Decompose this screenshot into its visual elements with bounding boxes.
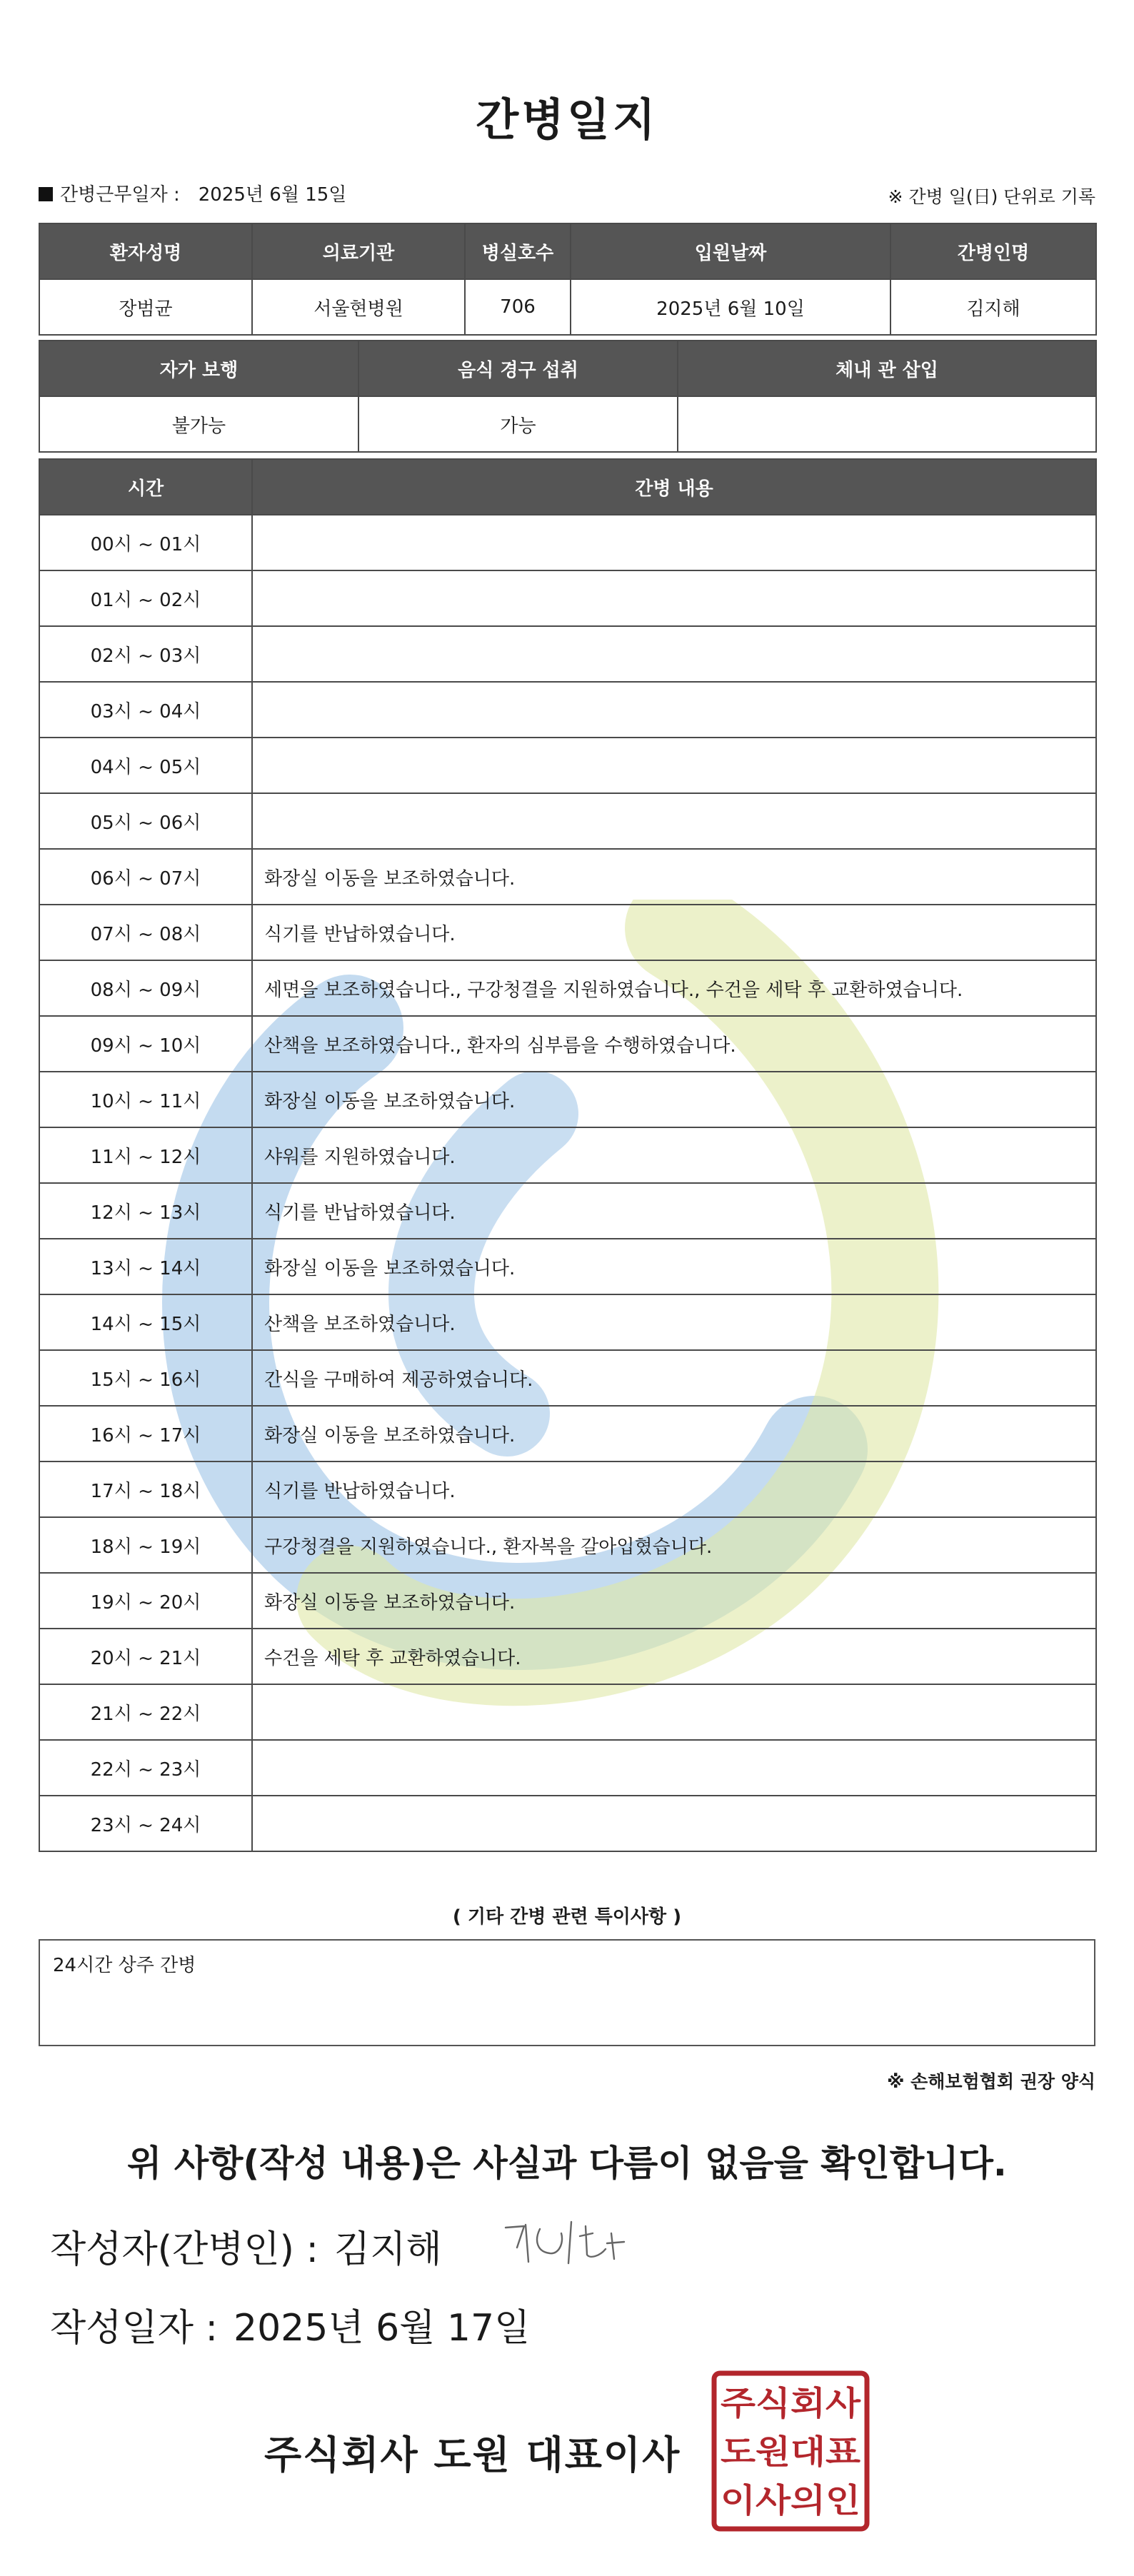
- time-slot: 12시 ~ 13시: [39, 1183, 252, 1239]
- care-content: 식기를 반납하였습니다.: [252, 1461, 1096, 1517]
- table-row: [39, 1517, 1096, 1573]
- page-title: 간병일지: [476, 94, 658, 146]
- square-bullet-icon: [39, 187, 53, 201]
- extra-notes-box: [39, 1939, 1095, 2046]
- value-room: 706: [465, 279, 571, 335]
- time-slot: 21시 ~ 22시: [39, 1684, 252, 1740]
- handwritten-signature-icon: [493, 2212, 636, 2276]
- header-caregiver: 간병인명: [890, 223, 1096, 279]
- company-seal-icon: [710, 2369, 871, 2533]
- value-self-walk: 불가능: [39, 396, 358, 452]
- writer-label: 작성자(간병인) :: [50, 2228, 319, 2271]
- time-slot: 10시 ~ 11시: [39, 1072, 252, 1127]
- work-date-value: 2025년 6월 15일: [198, 184, 347, 206]
- seal-text-line: 주식회사: [721, 2384, 861, 2422]
- care-content: [252, 626, 1096, 682]
- value-admission: 2025년 6월 10일: [571, 279, 890, 335]
- care-content: [252, 515, 1096, 570]
- time-slot: 11시 ~ 12시: [39, 1127, 252, 1183]
- table-row: [39, 1016, 1096, 1072]
- table-row: [39, 1294, 1096, 1350]
- table-row: [39, 570, 1096, 626]
- header-self-walk: 자가 보행: [39, 341, 358, 396]
- table-row: [39, 793, 1096, 849]
- time-slot: 20시 ~ 21시: [39, 1629, 252, 1684]
- time-slot: 02시 ~ 03시: [39, 626, 252, 682]
- header-time: 시간: [39, 459, 252, 515]
- table-row: [39, 682, 1096, 738]
- time-slot: 03시 ~ 04시: [39, 682, 252, 738]
- care-content: [252, 1684, 1096, 1740]
- table-row: [39, 1127, 1096, 1183]
- time-slot: 08시 ~ 09시: [39, 960, 252, 1016]
- confirmation-statement: 위 사항(작성 내용)은 사실과 다름이 없음을 확인합니다.: [127, 2143, 1007, 2184]
- value-oral-intake: 가능: [358, 396, 678, 452]
- time-slot: 05시 ~ 06시: [39, 793, 252, 849]
- table-row: [39, 960, 1096, 1016]
- table-row: [39, 1573, 1096, 1629]
- care-log-body: [39, 515, 1096, 1851]
- care-log-table: [39, 458, 1097, 1852]
- table-row: [39, 1072, 1096, 1127]
- table-row: [39, 515, 1096, 570]
- time-slot: 01시 ~ 02시: [39, 570, 252, 626]
- extra-notes-content: 24시간 상주 간병: [53, 1955, 196, 1976]
- header-oral-intake: 음식 경구 섭취: [358, 341, 678, 396]
- care-content: 화장실 이동을 보조하였습니다.: [252, 1239, 1096, 1294]
- table-row: [39, 1183, 1096, 1239]
- writer-name: 김지해: [334, 2228, 442, 2271]
- form-source-note: ※ 손해보험협회 권장 양식: [887, 2071, 1095, 2092]
- work-date-line: [39, 180, 346, 206]
- time-slot: 17시 ~ 18시: [39, 1461, 252, 1517]
- table-row: [39, 1684, 1096, 1740]
- table-row: [39, 1740, 1096, 1796]
- time-slot: 15시 ~ 16시: [39, 1350, 252, 1406]
- table-row: [39, 1796, 1096, 1851]
- care-content: 산책을 보조하였습니다.: [252, 1294, 1096, 1350]
- table-row: [39, 626, 1096, 682]
- table-row: [39, 1350, 1096, 1406]
- time-slot: 00시 ~ 01시: [39, 515, 252, 570]
- time-slot: 16시 ~ 17시: [39, 1406, 252, 1461]
- care-content: [252, 793, 1096, 849]
- value-tube: [678, 396, 1096, 452]
- time-slot: 18시 ~ 19시: [39, 1517, 252, 1573]
- time-slot: 06시 ~ 07시: [39, 849, 252, 905]
- value-hospital: 서울현병원: [252, 279, 465, 335]
- header-admission: 입원날짜: [571, 223, 890, 279]
- header-patient: 환자성명: [39, 223, 252, 279]
- care-content: [252, 738, 1096, 793]
- table-row: [39, 849, 1096, 905]
- patient-info-table: [39, 223, 1097, 336]
- writer-line: [50, 2219, 442, 2273]
- write-date-label: 작성일자 :: [50, 2307, 218, 2350]
- care-content: 화장실 이동을 보조하였습니다.: [252, 1072, 1096, 1127]
- care-content: 간식을 구매하여 제공하였습니다.: [252, 1350, 1096, 1406]
- care-content: 화장실 이동을 보조하였습니다.: [252, 1573, 1096, 1629]
- care-content: 구강청결을 지원하였습니다., 환자복을 갈아입혔습니다.: [252, 1517, 1096, 1573]
- write-date-value: 2025년 6월 17일: [233, 2307, 531, 2350]
- table-row: [39, 1461, 1096, 1517]
- care-content: 산책을 보조하였습니다., 환자의 심부름을 수행하였습니다.: [252, 1016, 1096, 1072]
- header-hospital: 의료기관: [252, 223, 465, 279]
- time-slot: 13시 ~ 14시: [39, 1239, 252, 1294]
- care-content: 식기를 반납하였습니다.: [252, 905, 1096, 960]
- write-date-line: [50, 2298, 530, 2351]
- time-slot: 22시 ~ 23시: [39, 1740, 252, 1796]
- time-slot: 07시 ~ 08시: [39, 905, 252, 960]
- extra-notes-title: ( 기타 간병 관련 특이사항 ): [452, 1906, 682, 1928]
- time-slot: 19시 ~ 20시: [39, 1573, 252, 1629]
- care-content: 세면을 보조하였습니다., 구강청결을 지원하였습니다., 수건을 세탁 후 교환하였습니다.: [252, 960, 1096, 1016]
- header-room: 병실호수: [465, 223, 571, 279]
- table-row: [39, 1406, 1096, 1461]
- care-content: 수건을 세탁 후 교환하였습니다.: [252, 1629, 1096, 1684]
- care-content: [252, 1796, 1096, 1851]
- care-content: 샤워를 지원하였습니다.: [252, 1127, 1096, 1183]
- header-tube: 체내 관 삽입: [678, 341, 1096, 396]
- table-row: [39, 1239, 1096, 1294]
- table-row: [39, 1629, 1096, 1684]
- unit-note: ※ 간병 일(日) 단위로 기록: [888, 186, 1095, 207]
- time-slot: 23시 ~ 24시: [39, 1796, 252, 1851]
- care-content: [252, 682, 1096, 738]
- company-representative: 주식회사 도원 대표이사: [264, 2432, 681, 2477]
- value-patient: 장범균: [39, 279, 252, 335]
- time-slot: 14시 ~ 15시: [39, 1294, 252, 1350]
- care-content: 식기를 반납하였습니다.: [252, 1183, 1096, 1239]
- value-caregiver: 김지해: [890, 279, 1096, 335]
- table-row: [39, 905, 1096, 960]
- seal-text-line: 이사의인: [721, 2481, 860, 2520]
- time-slot: 09시 ~ 10시: [39, 1016, 252, 1072]
- patient-status-table: [39, 340, 1097, 453]
- care-content: [252, 1740, 1096, 1796]
- care-content: [252, 570, 1096, 626]
- care-content: 화장실 이동을 보조하였습니다.: [252, 1406, 1096, 1461]
- time-slot: 04시 ~ 05시: [39, 738, 252, 793]
- table-row: [39, 738, 1096, 793]
- seal-text-line: 도원대표: [721, 2432, 861, 2471]
- seal-text-rows: [721, 2384, 861, 2520]
- care-content: 화장실 이동을 보조하였습니다.: [252, 849, 1096, 905]
- header-care-content: 간병 내용: [252, 459, 1096, 515]
- work-date-label: 간병근무일자 :: [60, 184, 180, 206]
